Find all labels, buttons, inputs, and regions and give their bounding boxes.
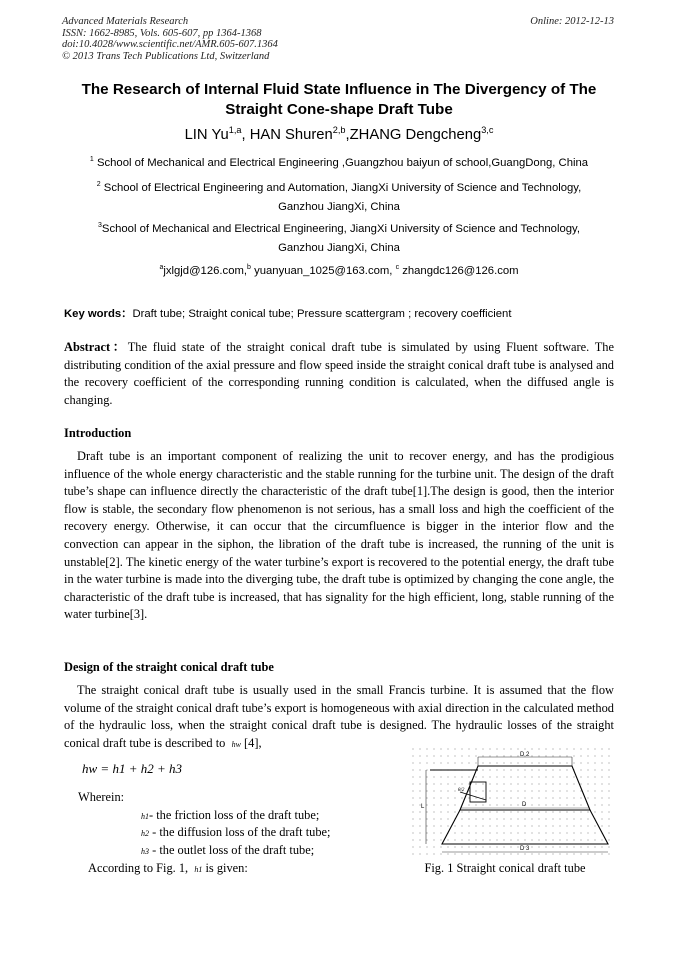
figure-grid [412, 748, 612, 858]
def3-symbol: h3 [141, 847, 149, 856]
online-date: Online: 2012-12-13 [530, 16, 614, 27]
abstract-label: Abstract： [64, 340, 128, 354]
journal-name: Advanced Materials Research [62, 16, 189, 27]
according-line [88, 861, 248, 876]
title-line-2: Straight Cone-shape Draft Tube [225, 100, 453, 118]
abstract [64, 339, 614, 409]
label-l: L [421, 804, 425, 810]
aff3-sup: 3 [98, 222, 102, 230]
aff2-sup: 2 [96, 181, 101, 189]
affiliation-2 [58, 179, 620, 217]
paper-title [40, 80, 638, 119]
author-2-sup: 2,b [332, 125, 346, 136]
aff3-line-2: Ganzhou JiangXi, China [278, 242, 400, 254]
according-symbol: h1 [194, 865, 203, 874]
author-3-sup: 3,c [481, 125, 494, 136]
according-pre: According to Fig. 1, [88, 861, 189, 875]
email-list [40, 265, 638, 277]
aff2-line-1: School of Electrical Engineering and Automation, JiangXi University of Science and Technology, [100, 182, 582, 194]
author-list [40, 127, 638, 143]
def2-text: - the diffusion loss of the draft tube; [149, 825, 331, 839]
label-d3: D 3 [520, 846, 530, 852]
design-body: The straight conical draft tube is usually used in the small Francis turbine. It is assumed that the flow volume of the straight conical draft tube’s export is homogeneous with axial direction in the calculated method of the hydraulic loss, when the straight conical draft tube is designed. The hydraulic losses of the straight conical draft tube is described to [64, 683, 614, 750]
author-3: ,ZHANG Dengcheng [345, 127, 482, 143]
design-ref: [4], [240, 735, 262, 750]
label-d: D [522, 802, 527, 808]
wherein-label: Wherein: [78, 790, 125, 804]
affiliation-1 [58, 154, 620, 173]
aff2-line-2: Ganzhou JiangXi, China [278, 201, 400, 213]
aff1-sup: 1 [89, 156, 94, 164]
author-1: LIN Yu [184, 127, 229, 143]
email-b[interactable]: yuanyuan_1025@163.com, [250, 265, 396, 277]
title-line-1: The Research of Internal Fluid State Influence in The Divergency of The [81, 81, 597, 98]
def2-symbol: h2 [141, 829, 149, 838]
equation-hw: hw = h1 + h2 + h3 [82, 761, 182, 776]
email-b-sup: b [247, 264, 251, 272]
issn-line: ISSN: 1662-8985, Vols. 605-607, pp 1364-1368 [62, 27, 262, 39]
definition-h3 [141, 843, 314, 858]
introduction-text: Draft tube is an important component of realizing the unit to recover energy, and has the prodigious influence of the whole energy characteristic and the stable running for the turbine unit. The design of the draft tube’s shape can influence directly the characteristic of the draft tube[1].The design is good, then the interior flow is stable, the secondary flow phenomenon is not serious, has a small loss and high the coefficient of the recovery energy. Otherwise, it can occur that the circumfluence is bigger in the interior flow and the convection can appear in the siphon, the libration of the draft tube is increased, the running of the unit is unstable[2]. The kinetic energy of the water turbine’s export is recovered to the potential energy, the draft tube in the water turbine is made into the diverging tube, the draft tube is optimized by changing the cone angle, the characteristic of the draft tube is increased, that has signality for the high efficient, long, stable running of the water turbine[3]. [64, 449, 614, 622]
author-1-sup: 1,a [228, 125, 242, 136]
def1-text: - the friction loss of the draft tube; [149, 808, 320, 822]
label-theta: θ/2 [458, 788, 465, 793]
doi-line: doi:10.4028/www.scientific.net/AMR.605-607.1364 [62, 39, 278, 50]
hw-symbol: hw [231, 739, 241, 749]
introduction-heading: Introduction [64, 426, 132, 440]
definition-h1 [141, 808, 319, 823]
def1-symbol: h1 [141, 812, 149, 821]
copyright-line: © 2013 Trans Tech Publications Ltd, Switzerland [62, 50, 270, 62]
figure-draft-tube [412, 748, 612, 858]
aff3-line-1: School of Mechanical and Electrical Engineering, JiangXi University of Science and Technology, [101, 223, 580, 235]
design-text [64, 682, 614, 753]
figure-caption: Fig. 1 Straight conical draft tube [424, 861, 586, 875]
author-2: , HAN Shuren [241, 127, 333, 143]
definition-h2 [141, 825, 330, 840]
label-d2: D 2 [520, 752, 530, 758]
email-c[interactable]: zhangdc126@126.com [399, 265, 519, 277]
aff1-text: School of Mechanical and Electrical Engineering ,Guangzhou baiyun of school,GuangDong, China [93, 157, 589, 169]
keywords-label: Key words： [64, 308, 133, 320]
design-heading: Design of the straight conical draft tube [64, 660, 274, 674]
keywords-text: Draft tube; Straight conical tube; Pressure scattergram ; recovery coefficient [132, 308, 512, 320]
keywords [64, 305, 624, 321]
according-post: is given: [202, 861, 248, 875]
email-a-sup: a [159, 264, 164, 272]
header-block [62, 16, 278, 62]
email-a[interactable]: jxlgjd@126.com, [163, 265, 248, 277]
affiliation-3 [58, 220, 620, 258]
email-c-sup: c [395, 264, 400, 272]
abstract-text: The fluid state of the straight conical draft tube is simulated by using Fluent software. The distributing condition of the axial pressure and flow speed inside the straight conical draft tube is analysed and the recovery coefficient of the corresponding running condition is calculated, when the diffused angle is changing. [64, 340, 615, 407]
def3-text: - the outlet loss of the draft tube; [149, 843, 315, 857]
